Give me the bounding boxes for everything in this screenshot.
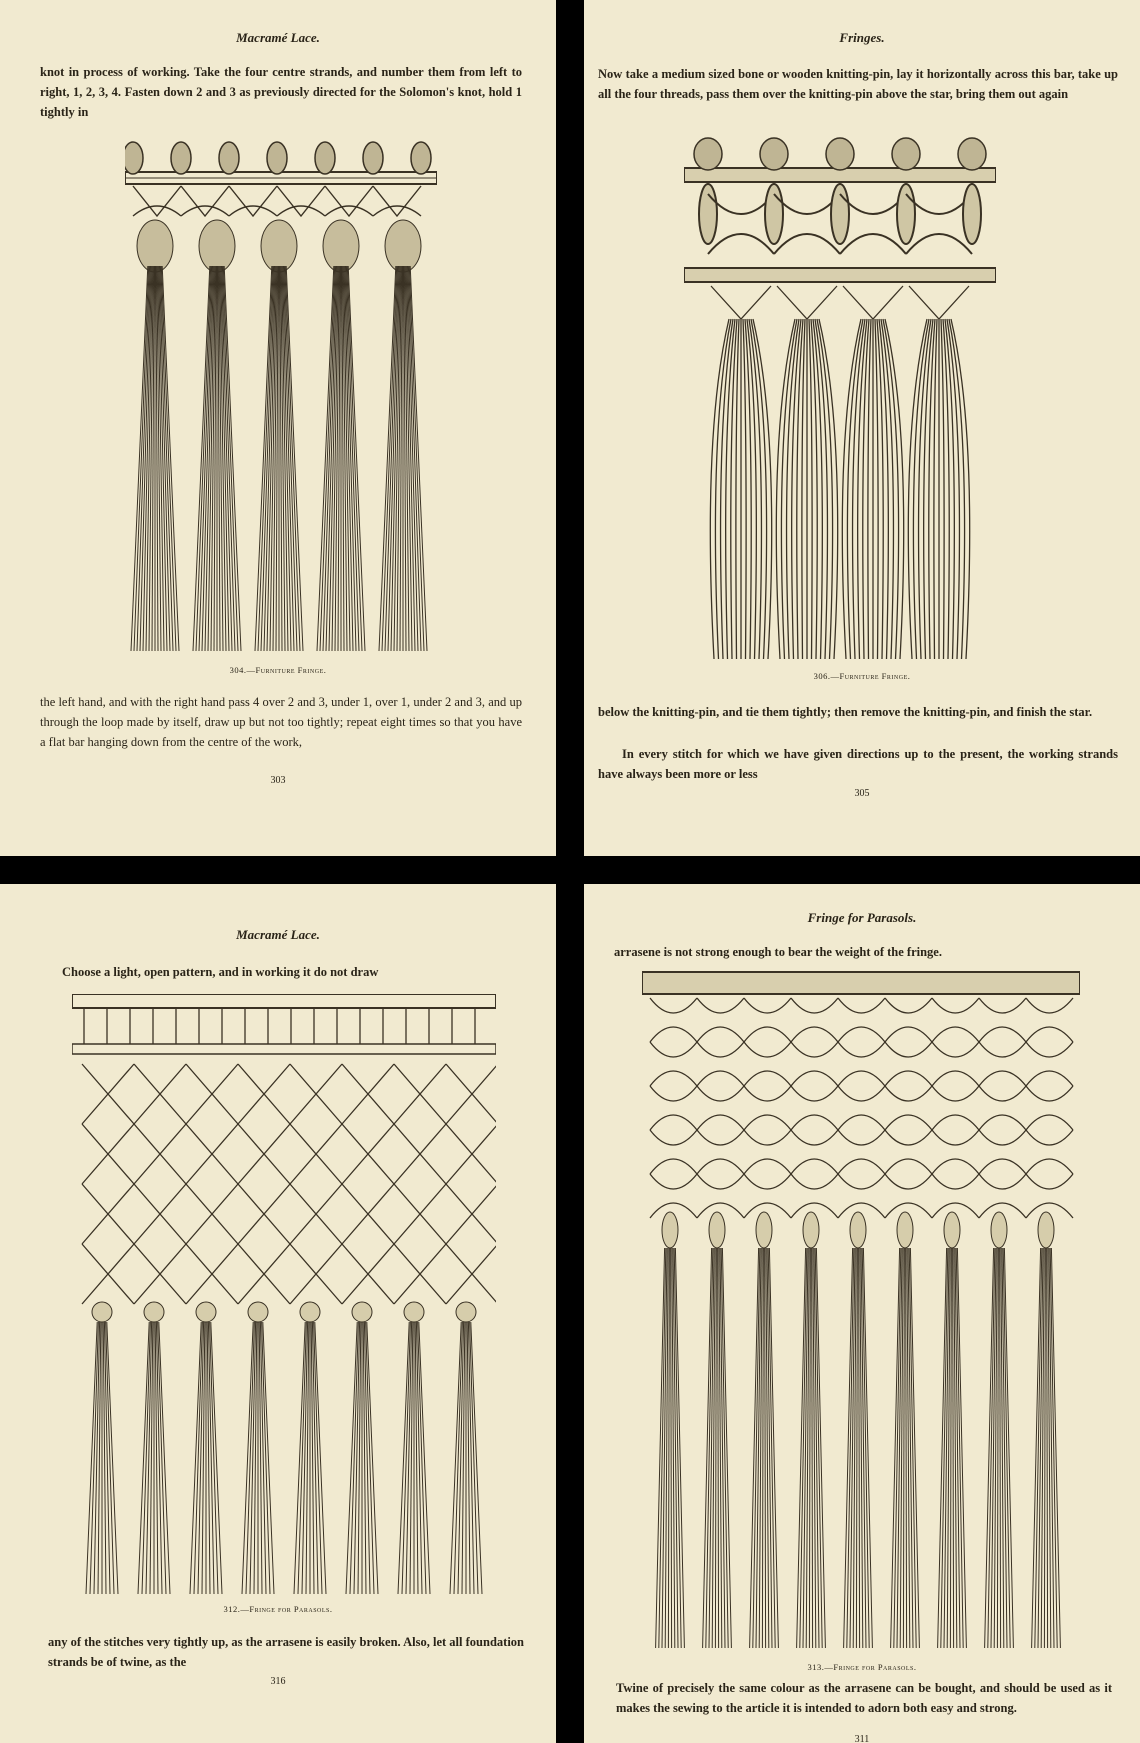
tassel-strand	[408, 266, 421, 651]
mesh-strand	[744, 1130, 791, 1174]
tassel-strand	[950, 1248, 951, 1648]
tassel-strand	[743, 319, 746, 659]
mesh-strand	[885, 998, 932, 1042]
mesh-strand	[838, 998, 885, 1042]
mesh-strand	[394, 1184, 446, 1244]
tassel-strand	[346, 266, 359, 651]
tassel-strand	[809, 1248, 810, 1648]
mesh-strand	[744, 998, 791, 1042]
mesh-strand	[697, 1174, 744, 1218]
mesh-strand	[186, 1244, 238, 1304]
mesh-strand	[133, 206, 181, 216]
mesh-strand	[134, 1064, 186, 1124]
tassel-knot	[756, 1212, 772, 1248]
mesh-strand	[82, 1124, 134, 1184]
mesh-strand	[394, 1124, 446, 1184]
page-number: 305	[854, 788, 870, 799]
tassel-strand	[934, 319, 937, 659]
mesh-strand	[134, 1124, 186, 1184]
page-303	[0, 0, 556, 856]
mesh-strand	[697, 998, 744, 1042]
tassel-strand	[385, 266, 398, 651]
mesh-strand	[186, 1184, 238, 1244]
mesh-strand	[885, 1042, 932, 1086]
mesh-strand	[290, 1184, 342, 1244]
tassel-knot	[404, 1302, 424, 1322]
braid	[831, 184, 849, 244]
mesh-strand	[650, 1130, 697, 1174]
tassel-knot	[850, 1212, 866, 1248]
mesh-strand	[342, 1244, 394, 1304]
running-header: Macramé Lace.	[236, 927, 320, 942]
mesh-strand	[181, 206, 229, 216]
mesh-strand	[238, 1064, 290, 1124]
mesh-strand	[394, 1064, 446, 1124]
mesh-strand	[932, 998, 979, 1042]
tassel-knot	[92, 1302, 112, 1322]
page-number: 311	[854, 1734, 870, 1743]
mesh-strand	[744, 1042, 791, 1086]
mesh-strand	[840, 234, 906, 254]
tassel-strand	[222, 266, 235, 651]
tassel-knot	[662, 1212, 678, 1248]
mesh-strand	[1026, 1086, 1073, 1130]
heading-knot	[411, 142, 431, 174]
tassel-knot	[144, 1302, 164, 1322]
body-text-top: Choose a light, open pattern, and in working it do not draw	[62, 965, 379, 979]
tassel-knot	[803, 1212, 819, 1248]
furniture-fringe-illustration	[125, 136, 437, 656]
tassel-knot	[944, 1212, 960, 1248]
tassel-head	[323, 220, 359, 272]
tassel-knot	[709, 1212, 725, 1248]
mesh-strand	[791, 1042, 838, 1086]
mesh-strand	[446, 1244, 496, 1304]
mesh-strand	[290, 1244, 342, 1304]
mesh-strand	[838, 1174, 885, 1218]
cross-strand	[843, 286, 903, 319]
parasol-fringe-illustration	[72, 994, 496, 1600]
heading-knot	[363, 142, 383, 174]
tassel-knot	[248, 1302, 268, 1322]
tassel-strand	[261, 266, 274, 651]
body-text-bottom: the left hand, and with the right hand pass 4 over 2 and 3, under 1, over 1, under 2 and 3, and up through the loop made by itself, draw up but not too tightly; repeat eight times so that you have a flat bar hanging down from the centre of the work,	[40, 695, 522, 749]
tassel-strand	[913, 319, 929, 659]
furniture-fringe-illustration	[684, 134, 996, 664]
mesh-strand	[697, 1086, 744, 1130]
tassel-knot	[1038, 1212, 1054, 1248]
body-text-top: arrasene is not strong enough to bear the weight of the fringe.	[614, 945, 942, 959]
tassel-strand	[736, 319, 739, 659]
mesh-strand	[1026, 1174, 1073, 1218]
mesh-strand	[342, 1064, 394, 1124]
mesh-strand	[979, 1086, 1026, 1130]
mesh-strand	[650, 998, 697, 1042]
tassel-strand	[953, 1248, 954, 1648]
cross-strand	[777, 286, 837, 319]
heading-knot	[760, 138, 788, 170]
mesh-strand	[650, 1174, 697, 1218]
heading-knot	[125, 142, 143, 174]
mesh-strand	[1026, 1130, 1073, 1174]
mesh-strand	[650, 1086, 697, 1130]
tassel-head	[261, 220, 297, 272]
tassel-strand	[1044, 1248, 1045, 1648]
heading-knot	[958, 138, 986, 170]
heading-knot	[826, 138, 854, 170]
tassel-strand	[765, 1248, 766, 1648]
mesh-strand	[979, 1130, 1026, 1174]
tassel-knot	[300, 1302, 320, 1322]
mesh-strand	[134, 1244, 186, 1304]
tassel-strand	[906, 1248, 907, 1648]
mesh-strand	[932, 1174, 979, 1218]
mesh-strand	[791, 1174, 838, 1218]
heading-knot	[219, 142, 239, 174]
tassel-head	[199, 220, 235, 272]
tassel-strand	[323, 266, 336, 651]
mesh-strand	[82, 1064, 134, 1124]
mesh-strand	[394, 1244, 446, 1304]
mesh-strand	[697, 1042, 744, 1086]
mesh-strand	[238, 1184, 290, 1244]
mesh-strand	[885, 1086, 932, 1130]
tassel-strand	[903, 1248, 904, 1648]
mesh-strand	[342, 1184, 394, 1244]
mesh-strand	[446, 1124, 496, 1184]
tassel-strand	[817, 319, 833, 659]
mesh-strand	[134, 1184, 186, 1244]
mesh-strand	[229, 206, 277, 216]
tassel-strand	[284, 266, 297, 651]
mesh-strand	[744, 1086, 791, 1130]
body-text-top: Now take a medium sized bone or wooden knitting-pin, lay it horizontally across this bar, take up all the four threads, pass them over the knitting-pin above the star, bring them out again	[598, 67, 1118, 101]
body-text-bottom-1: below the knitting-pin, and tie them tightly; then remove the knitting-pin, and finish the star.	[598, 705, 1093, 719]
mesh-strand	[791, 998, 838, 1042]
tassel-strand	[875, 319, 878, 659]
tassel-strand	[160, 266, 173, 651]
tassel-strand	[751, 319, 767, 659]
parasol-fringe-illustration	[642, 968, 1080, 1656]
tassel-strand	[997, 1248, 998, 1648]
tassel-knot	[456, 1302, 476, 1322]
mesh-strand	[238, 1124, 290, 1184]
mesh-strand	[186, 1124, 238, 1184]
mesh-strand	[373, 206, 421, 216]
mesh-strand	[82, 1184, 134, 1244]
tassel-knot	[196, 1302, 216, 1322]
mesh-strand	[932, 1130, 979, 1174]
mesh-strand	[186, 1064, 238, 1124]
tassel-strand	[762, 1248, 763, 1648]
heading-knot	[267, 142, 287, 174]
mesh-strand	[979, 998, 1026, 1042]
body-text-bottom: Twine of precisely the same colour as the arrasene can be bought, and should be used as it makes the sewing to the article it is intended to adorn both easy and strong.	[616, 1681, 1112, 1715]
mesh-strand	[838, 1130, 885, 1174]
tassel-strand	[199, 266, 212, 651]
figure-caption: 306.—Furniture Fringe.	[813, 671, 911, 681]
page-311	[584, 884, 1140, 1743]
mesh-strand	[290, 1124, 342, 1184]
tassel-strand	[715, 319, 731, 659]
tassel-strand	[718, 1248, 719, 1648]
mesh-strand	[290, 1064, 342, 1124]
body-text-top: knot in process of working. Take the four centre strands, and number them from left to right, 1, 2, 3, 4. Fasten down 2 and 3 as previously directed for the Solomon's knot, hold 1 tightly in	[40, 65, 522, 119]
mesh-strand	[885, 1130, 932, 1174]
braid	[963, 184, 981, 244]
figure-caption: 312.—Fringe for Parasols.	[223, 1604, 333, 1614]
mesh-strand	[1026, 998, 1073, 1042]
tassel-strand	[883, 319, 899, 659]
figure-caption: 304.—Furniture Fringe.	[229, 665, 327, 675]
tassel-knot	[897, 1212, 913, 1248]
tassel-strand	[715, 1248, 716, 1648]
tassel-strand	[856, 1248, 857, 1648]
mesh-strand	[446, 1184, 496, 1244]
running-header: Macramé Lace.	[236, 30, 320, 45]
running-header: Fringe for Parasols.	[807, 910, 917, 925]
mesh-strand	[932, 1086, 979, 1130]
mesh-strand	[838, 1086, 885, 1130]
tassel-strand	[949, 319, 965, 659]
mesh-strand	[979, 1174, 1026, 1218]
tassel-strand	[137, 266, 150, 651]
mesh-strand	[744, 1174, 791, 1218]
tassel-strand	[859, 1248, 860, 1648]
cross-strand	[909, 286, 969, 319]
braid	[897, 184, 915, 244]
mesh-strand	[82, 1244, 134, 1304]
tassel-strand	[1047, 1248, 1048, 1648]
tassel-strand	[1000, 1248, 1001, 1648]
mesh-strand	[342, 1124, 394, 1184]
mesh-strand	[838, 1042, 885, 1086]
heading-knot	[315, 142, 335, 174]
tassel-head	[385, 220, 421, 272]
heading-knot	[892, 138, 920, 170]
page-number: 316	[270, 1676, 286, 1687]
mesh-strand	[885, 1174, 932, 1218]
tassel-strand	[668, 1248, 669, 1648]
tassel-strand	[868, 319, 871, 659]
tassel-strand	[809, 319, 812, 659]
tassel-strand	[941, 319, 944, 659]
mesh-strand	[979, 1042, 1026, 1086]
mesh-strand	[1026, 1042, 1073, 1086]
running-header: Fringes.	[839, 30, 885, 45]
heading-knot	[694, 138, 722, 170]
tassel-strand	[671, 1248, 672, 1648]
mesh-strand	[446, 1064, 496, 1124]
figure-caption: 313.—Fringe for Parasols.	[807, 1662, 917, 1672]
tassel-strand	[847, 319, 863, 659]
tassel-head	[137, 220, 173, 272]
mesh-strand	[906, 234, 972, 254]
braid	[765, 184, 783, 244]
mesh-strand	[697, 1130, 744, 1174]
page-number: 303	[270, 775, 286, 786]
tassel-knot	[991, 1212, 1007, 1248]
page-316	[0, 884, 556, 1743]
mesh-strand	[708, 234, 774, 254]
cross-strand	[711, 286, 771, 319]
tassel-knot	[352, 1302, 372, 1322]
body-text-bottom: any of the stitches very tightly up, as the arrasene is easily broken. Also, let all foundation strands be of twine, as the	[48, 1635, 524, 1669]
tassel-strand	[812, 1248, 813, 1648]
mesh-strand	[774, 234, 840, 254]
mesh-strand	[650, 1042, 697, 1086]
page-305	[584, 0, 1140, 856]
braid	[699, 184, 717, 244]
mesh-strand	[791, 1086, 838, 1130]
mesh-strand	[791, 1130, 838, 1174]
mesh-strand	[238, 1244, 290, 1304]
tassel-strand	[781, 319, 797, 659]
mesh-strand	[277, 206, 325, 216]
tassel-strand	[802, 319, 805, 659]
body-text-bottom-2: In every stitch for which we have given directions up to the present, the working strands have always been more or less	[598, 747, 1118, 781]
mesh-strand	[932, 1042, 979, 1086]
heading-knot	[171, 142, 191, 174]
mesh-strand	[325, 206, 373, 216]
